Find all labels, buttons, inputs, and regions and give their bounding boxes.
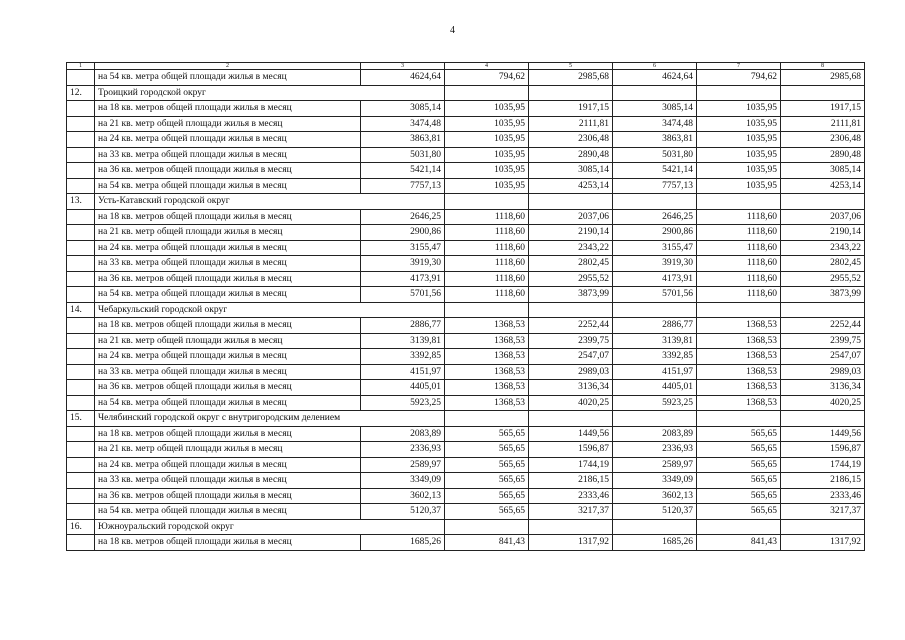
value-cell: 1035,95 (697, 116, 781, 132)
value-cell: 2589,97 (361, 457, 445, 473)
row-label: на 18 кв. метров общей площади жилья в месяц (95, 101, 361, 117)
value-cell: 3873,99 (529, 287, 613, 303)
row-label: на 33 кв. метра общей площади жилья в месяц (95, 256, 361, 272)
column-number: 3 (361, 63, 445, 70)
value-cell: 2252,44 (781, 318, 865, 334)
empty-cell (613, 519, 697, 535)
value-cell: 1317,92 (781, 535, 865, 551)
value-cell: 3085,14 (529, 163, 613, 179)
row-label: на 36 кв. метров общей площади жилья в месяц (95, 488, 361, 504)
value-cell: 1035,95 (697, 178, 781, 194)
value-cell: 5923,25 (361, 395, 445, 411)
table-row (67, 116, 865, 132)
empty-cell (613, 194, 697, 210)
table-row (67, 132, 865, 148)
value-cell: 1368,53 (697, 380, 781, 396)
value-cell: 2890,48 (529, 147, 613, 163)
row-label: на 21 кв. метр общей площади жилья в месяц (95, 116, 361, 132)
value-cell: 3139,81 (361, 333, 445, 349)
empty-cell (529, 519, 613, 535)
value-cell: 2111,81 (781, 116, 865, 132)
value-cell: 1317,92 (529, 535, 613, 551)
empty-index-cell (67, 240, 95, 256)
empty-cell (697, 85, 781, 101)
empty-cell (613, 85, 697, 101)
empty-index-cell (67, 395, 95, 411)
value-cell: 794,62 (697, 70, 781, 86)
value-cell: 4624,64 (613, 70, 697, 86)
empty-cell (781, 302, 865, 318)
section-index: 12. (67, 85, 95, 101)
value-cell: 7757,13 (361, 178, 445, 194)
table-row (67, 70, 865, 86)
table-row (67, 101, 865, 117)
value-cell: 3085,14 (613, 101, 697, 117)
value-cell: 565,65 (697, 504, 781, 520)
value-cell: 565,65 (445, 442, 529, 458)
table-row (67, 473, 865, 489)
row-label: на 54 кв. метра общей площади жилья в месяц (95, 287, 361, 303)
value-cell: 1118,60 (445, 256, 529, 272)
value-cell: 5120,37 (361, 504, 445, 520)
value-cell: 3474,48 (361, 116, 445, 132)
value-cell: 2333,46 (781, 488, 865, 504)
row-label: на 18 кв. метров общей площади жилья в месяц (95, 535, 361, 551)
empty-index-cell (67, 380, 95, 396)
value-cell: 2890,48 (781, 147, 865, 163)
value-cell: 2900,86 (613, 225, 697, 241)
value-cell: 3602,13 (613, 488, 697, 504)
value-cell: 1035,95 (445, 101, 529, 117)
row-label: на 24 кв. метра общей площади жилья в месяц (95, 457, 361, 473)
value-cell: 1917,15 (529, 101, 613, 117)
empty-cell (697, 194, 781, 210)
empty-cell (781, 411, 865, 427)
value-cell: 2343,22 (529, 240, 613, 256)
empty-index-cell (67, 488, 95, 504)
value-cell: 4253,14 (781, 178, 865, 194)
value-cell: 4624,64 (361, 70, 445, 86)
value-cell: 565,65 (445, 488, 529, 504)
value-cell: 5031,80 (613, 147, 697, 163)
value-cell: 2336,93 (361, 442, 445, 458)
column-number-row (67, 63, 865, 70)
value-cell: 2186,15 (529, 473, 613, 489)
section-index: 13. (67, 194, 95, 210)
empty-cell (445, 519, 529, 535)
section-index: 15. (67, 411, 95, 427)
table-row (67, 240, 865, 256)
row-label: на 24 кв. метра общей площади жилья в месяц (95, 349, 361, 365)
value-cell: 565,65 (697, 426, 781, 442)
column-number: 7 (697, 63, 781, 70)
value-cell: 1449,56 (781, 426, 865, 442)
value-cell: 841,43 (445, 535, 529, 551)
section-row (67, 194, 865, 210)
tariff-table (66, 62, 865, 551)
empty-cell (445, 194, 529, 210)
empty-index-cell (67, 132, 95, 148)
row-label: на 18 кв. метров общей площади жилья в месяц (95, 426, 361, 442)
empty-index-cell (67, 318, 95, 334)
value-cell: 2646,25 (613, 209, 697, 225)
value-cell: 4020,25 (781, 395, 865, 411)
table-row (67, 225, 865, 241)
value-cell: 2646,25 (361, 209, 445, 225)
value-cell: 1118,60 (697, 240, 781, 256)
value-cell: 1744,19 (529, 457, 613, 473)
empty-cell (529, 85, 613, 101)
value-cell: 1596,87 (529, 442, 613, 458)
value-cell: 5701,56 (361, 287, 445, 303)
table-row (67, 364, 865, 380)
section-title: Челябинский городской округ с внутригородским делением (95, 411, 445, 427)
value-cell: 3919,30 (613, 256, 697, 272)
empty-index-cell (67, 364, 95, 380)
value-cell: 1035,95 (445, 163, 529, 179)
value-cell: 1368,53 (697, 318, 781, 334)
value-cell: 565,65 (445, 457, 529, 473)
row-label: на 21 кв. метр общей площади жилья в месяц (95, 333, 361, 349)
value-cell: 2306,48 (529, 132, 613, 148)
table-row (67, 442, 865, 458)
row-label: на 21 кв. метр общей площади жилья в месяц (95, 442, 361, 458)
value-cell: 3349,09 (361, 473, 445, 489)
table-row (67, 256, 865, 272)
row-label: на 33 кв. метра общей площади жилья в месяц (95, 473, 361, 489)
empty-cell (697, 302, 781, 318)
value-cell: 3602,13 (361, 488, 445, 504)
value-cell: 7757,13 (613, 178, 697, 194)
value-cell: 565,65 (697, 442, 781, 458)
table-row (67, 504, 865, 520)
empty-index-cell (67, 271, 95, 287)
empty-index-cell (67, 535, 95, 551)
value-cell: 1118,60 (697, 256, 781, 272)
value-cell: 2989,03 (781, 364, 865, 380)
value-cell: 1744,19 (781, 457, 865, 473)
value-cell: 1118,60 (697, 225, 781, 241)
value-cell: 4020,25 (529, 395, 613, 411)
row-label: на 21 кв. метр общей площади жилья в месяц (95, 225, 361, 241)
value-cell: 1917,15 (781, 101, 865, 117)
value-cell: 2985,68 (781, 70, 865, 86)
value-cell: 565,65 (445, 426, 529, 442)
value-cell: 1449,56 (529, 426, 613, 442)
value-cell: 3217,37 (781, 504, 865, 520)
empty-index-cell (67, 147, 95, 163)
value-cell: 3136,34 (781, 380, 865, 396)
empty-index-cell (67, 209, 95, 225)
column-number: 4 (445, 63, 529, 70)
table-row (67, 349, 865, 365)
table-row (67, 287, 865, 303)
value-cell: 1368,53 (445, 333, 529, 349)
table-row (67, 380, 865, 396)
value-cell: 2333,46 (529, 488, 613, 504)
section-row (67, 411, 865, 427)
empty-index-cell (67, 333, 95, 349)
value-cell: 2955,52 (529, 271, 613, 287)
value-cell: 1368,53 (445, 364, 529, 380)
empty-index-cell (67, 163, 95, 179)
value-cell: 1368,53 (445, 318, 529, 334)
section-title: Южноуральский городской округ (95, 519, 445, 535)
value-cell: 3155,47 (361, 240, 445, 256)
row-label: на 36 кв. метров общей площади жилья в месяц (95, 380, 361, 396)
empty-cell (613, 411, 697, 427)
value-cell: 1035,95 (697, 163, 781, 179)
value-cell: 4151,97 (613, 364, 697, 380)
value-cell: 1035,95 (445, 178, 529, 194)
value-cell: 1118,60 (445, 225, 529, 241)
empty-cell (445, 411, 529, 427)
value-cell: 2886,77 (613, 318, 697, 334)
value-cell: 2989,03 (529, 364, 613, 380)
row-label: на 36 кв. метров общей площади жилья в месяц (95, 271, 361, 287)
value-cell: 2083,89 (613, 426, 697, 442)
value-cell: 1118,60 (445, 209, 529, 225)
empty-cell (445, 302, 529, 318)
value-cell: 3863,81 (613, 132, 697, 148)
value-cell: 1368,53 (445, 395, 529, 411)
table-body (67, 63, 865, 551)
value-cell: 3349,09 (613, 473, 697, 489)
empty-index-cell (67, 504, 95, 520)
value-cell: 5923,25 (613, 395, 697, 411)
empty-index-cell (67, 442, 95, 458)
empty-cell (781, 519, 865, 535)
value-cell: 2252,44 (529, 318, 613, 334)
value-cell: 2547,07 (781, 349, 865, 365)
value-cell: 1685,26 (361, 535, 445, 551)
empty-cell (697, 519, 781, 535)
column-number: 6 (613, 63, 697, 70)
value-cell: 1685,26 (613, 535, 697, 551)
row-label: на 54 кв. метра общей площади жилья в месяц (95, 178, 361, 194)
value-cell: 5120,37 (613, 504, 697, 520)
row-label: на 33 кв. метра общей площади жилья в месяц (95, 147, 361, 163)
value-cell: 3139,81 (613, 333, 697, 349)
value-cell: 1118,60 (445, 287, 529, 303)
value-cell: 2343,22 (781, 240, 865, 256)
section-row (67, 302, 865, 318)
value-cell: 4405,01 (361, 380, 445, 396)
value-cell: 841,43 (697, 535, 781, 551)
value-cell: 1118,60 (697, 271, 781, 287)
value-cell: 2399,75 (781, 333, 865, 349)
value-cell: 4173,91 (613, 271, 697, 287)
value-cell: 3085,14 (361, 101, 445, 117)
row-label: на 24 кв. метра общей площади жилья в месяц (95, 132, 361, 148)
value-cell: 2399,75 (529, 333, 613, 349)
row-label: на 33 кв. метра общей площади жилья в месяц (95, 364, 361, 380)
table-row (67, 457, 865, 473)
value-cell: 1368,53 (697, 333, 781, 349)
value-cell: 1118,60 (445, 271, 529, 287)
table-row (67, 271, 865, 287)
value-cell: 3873,99 (781, 287, 865, 303)
value-cell: 2955,52 (781, 271, 865, 287)
value-cell: 4173,91 (361, 271, 445, 287)
value-cell: 5031,80 (361, 147, 445, 163)
row-label: на 18 кв. метров общей площади жилья в месяц (95, 209, 361, 225)
empty-cell (781, 85, 865, 101)
empty-cell (529, 194, 613, 210)
empty-index-cell (67, 116, 95, 132)
value-cell: 3136,34 (529, 380, 613, 396)
value-cell: 3392,85 (361, 349, 445, 365)
value-cell: 2802,45 (781, 256, 865, 272)
empty-cell (529, 411, 613, 427)
column-number: 8 (781, 63, 865, 70)
row-label: на 18 кв. метров общей площади жилья в месяц (95, 318, 361, 334)
table-row (67, 163, 865, 179)
value-cell: 3863,81 (361, 132, 445, 148)
table-row (67, 147, 865, 163)
value-cell: 1035,95 (445, 132, 529, 148)
value-cell: 1368,53 (697, 349, 781, 365)
row-label: на 24 кв. метра общей площади жилья в месяц (95, 240, 361, 256)
value-cell: 5421,14 (613, 163, 697, 179)
table-row (67, 535, 865, 551)
value-cell: 2900,86 (361, 225, 445, 241)
value-cell: 1596,87 (781, 442, 865, 458)
table-row (67, 426, 865, 442)
value-cell: 1118,60 (697, 287, 781, 303)
value-cell: 2190,14 (529, 225, 613, 241)
value-cell: 2802,45 (529, 256, 613, 272)
value-cell: 4151,97 (361, 364, 445, 380)
value-cell: 1035,95 (445, 147, 529, 163)
empty-index-cell (67, 178, 95, 194)
column-number: 2 (95, 63, 361, 70)
empty-cell (697, 411, 781, 427)
empty-cell (529, 302, 613, 318)
section-title: Троицкий городской округ (95, 85, 445, 101)
value-cell: 794,62 (445, 70, 529, 86)
value-cell: 2037,06 (781, 209, 865, 225)
value-cell: 2985,68 (529, 70, 613, 86)
section-row (67, 519, 865, 535)
table-row (67, 488, 865, 504)
row-label: на 36 кв. метров общей площади жилья в месяц (95, 163, 361, 179)
value-cell: 565,65 (445, 504, 529, 520)
value-cell: 2886,77 (361, 318, 445, 334)
column-number: 5 (529, 63, 613, 70)
value-cell: 1368,53 (697, 364, 781, 380)
value-cell: 3919,30 (361, 256, 445, 272)
section-row (67, 85, 865, 101)
value-cell: 565,65 (697, 457, 781, 473)
value-cell: 1035,95 (445, 116, 529, 132)
row-label: на 54 кв. метра общей площади жилья в месяц (95, 504, 361, 520)
row-label: на 54 кв. метра общей площади жилья в месяц (95, 395, 361, 411)
value-cell: 1368,53 (445, 349, 529, 365)
empty-index-cell (67, 473, 95, 489)
table-row (67, 333, 865, 349)
table-row (67, 178, 865, 194)
value-cell: 2037,06 (529, 209, 613, 225)
section-index: 16. (67, 519, 95, 535)
table-row (67, 209, 865, 225)
empty-index-cell (67, 457, 95, 473)
empty-index-cell (67, 225, 95, 241)
value-cell: 3085,14 (781, 163, 865, 179)
value-cell: 2547,07 (529, 349, 613, 365)
value-cell: 3474,48 (613, 116, 697, 132)
empty-index-cell (67, 426, 95, 442)
empty-index-cell (67, 287, 95, 303)
section-title: Усть-Катавский городской округ (95, 194, 445, 210)
value-cell: 4253,14 (529, 178, 613, 194)
value-cell: 1035,95 (697, 147, 781, 163)
value-cell: 1035,95 (697, 132, 781, 148)
row-label: на 54 кв. метра общей площади жилья в месяц (95, 70, 361, 86)
value-cell: 1118,60 (697, 209, 781, 225)
empty-index-cell (67, 349, 95, 365)
column-number: 1 (67, 63, 95, 70)
value-cell: 1118,60 (445, 240, 529, 256)
value-cell: 3155,47 (613, 240, 697, 256)
value-cell: 2589,97 (613, 457, 697, 473)
section-title: Чебаркульский городской округ (95, 302, 445, 318)
value-cell: 2186,15 (781, 473, 865, 489)
value-cell: 1368,53 (445, 380, 529, 396)
value-cell: 2111,81 (529, 116, 613, 132)
empty-index-cell (67, 70, 95, 86)
value-cell: 2083,89 (361, 426, 445, 442)
section-index: 14. (67, 302, 95, 318)
empty-cell (445, 85, 529, 101)
value-cell: 3217,37 (529, 504, 613, 520)
empty-cell (781, 194, 865, 210)
value-cell: 565,65 (697, 488, 781, 504)
table-row (67, 395, 865, 411)
value-cell: 2336,93 (613, 442, 697, 458)
table-row (67, 318, 865, 334)
value-cell: 3392,85 (613, 349, 697, 365)
empty-index-cell (67, 101, 95, 117)
value-cell: 5421,14 (361, 163, 445, 179)
value-cell: 1368,53 (697, 395, 781, 411)
value-cell: 565,65 (697, 473, 781, 489)
value-cell: 1035,95 (697, 101, 781, 117)
empty-cell (613, 302, 697, 318)
empty-index-cell (67, 256, 95, 272)
page-number: 4 (450, 25, 455, 36)
value-cell: 2306,48 (781, 132, 865, 148)
value-cell: 2190,14 (781, 225, 865, 241)
value-cell: 5701,56 (613, 287, 697, 303)
value-cell: 4405,01 (613, 380, 697, 396)
value-cell: 565,65 (445, 473, 529, 489)
